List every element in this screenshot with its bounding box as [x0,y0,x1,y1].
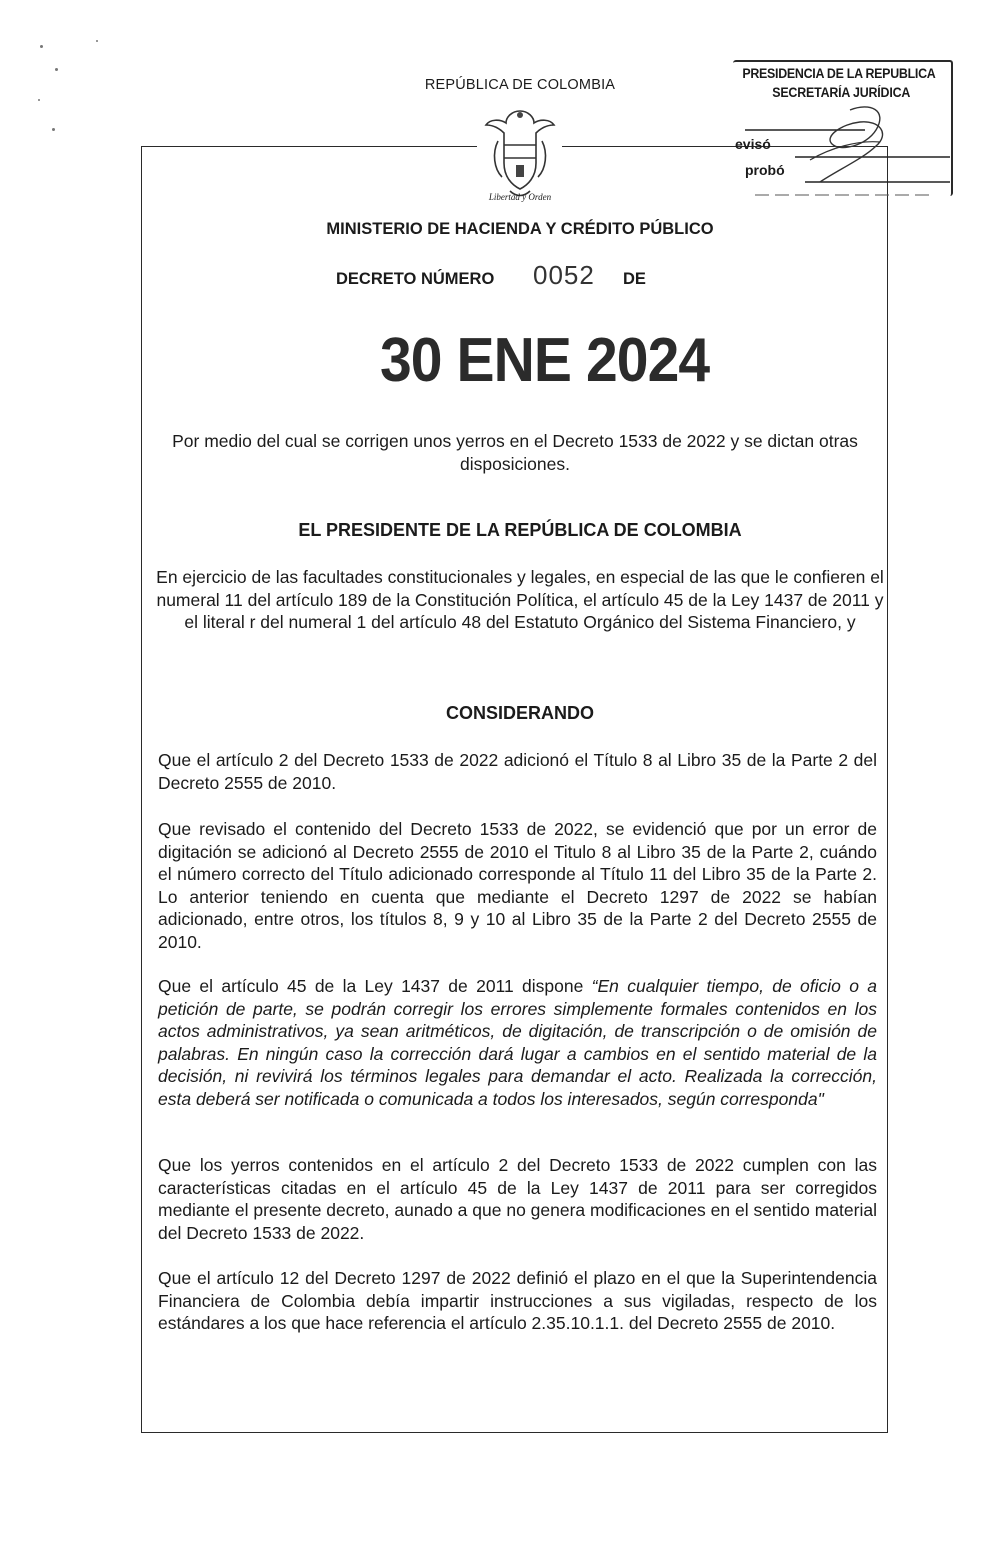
faculties-paragraph: En ejercicio de las facultades constitucionales y legales, en especial de las que le confieren el numeral 11 del artículo 189 de la Constitución Política, el artículo 45 de la Ley 1437 de 2011 y el literal r del numeral 1 del artículo 48 del Estatuto Orgánico del Sistema Financiero, y [156,567,884,633]
stamp-approved-label: probó [745,162,785,178]
authority-heading: EL PRESIDENTE DE LA REPÚBLICA DE COLOMBIA [298,520,742,540]
ministry-heading: MINISTERIO DE HACIENDA Y CRÉDITO PÚBLICO [326,220,714,238]
considering-paragraph-3 [158,975,877,1111]
scan-speck [55,68,58,71]
country-heading: REPÚBLICA DE COLOMBIA [424,77,616,93]
scan-speck [96,40,98,42]
stamp-line-2: SECRETARÍA JURÍDICA [772,85,911,100]
motto-text: Libertad y Orden [488,192,552,202]
stamp-line-1: PRESIDENCIA DE LA REPUBLICA [742,66,936,81]
considering-heading: CONSIDERANDO [445,703,594,723]
scan-speck [40,45,43,48]
decree-date-stamp: 30 ENE 2024 [380,326,710,395]
handwritten-signature-icon [780,100,900,190]
scan-speck [52,128,55,131]
considering-paragraph-2: Que revisado el contenido del Decreto 1533 de 2022, se evidenció que por un error de digitación se adicionó al Decreto 2555 de 2010 el Titulo 8 al Libro 35 de la Parte 2, cuándo el número correcto del Título adicionado corresponde al Título 11 del Libro 35 de la Parte 2. Lo anterior teniendo en cuenta que mediante el Decreto 1297 de 2022 se habían adicionado, entre otros, los títulos 8, 9 y 10 al Libro 35 de la Parte 2 del Decreto 2555 de 2010. [158,819,877,952]
decree-number: 0052 [533,260,595,290]
decree-de-label: DE [623,270,646,288]
decree-epigraph: Por medio del cual se corrigen unos yerros en el Decreto 1533 de 2022 y se dictan otras disposiciones. [172,431,858,474]
frame-top-line-left [141,146,477,147]
considering-paragraph-5: Que el artículo 12 del Decreto 1297 de 2022 definió el plazo en el que la Superintendencia Financiera de Colombia debía impartir instrucciones a sus vigiladas, respecto de los estándares a los que hace referencia el artículo 2.35.10.1.1. del Decreto 2555 de 2010. [158,1268,877,1334]
decree-number-label: DECRETO NÚMERO [336,270,495,288]
paragraph-3-quote: “En cualquier tiempo, de oficio o a petición de parte, se podrán corregir los errores simplemente formales contenidos en los actos administrativos, ya sean aritméticos, de digitación, de transcripción o de omisión de palabras. En ningún caso la corrección dará lugar a cambios en el sentido material de la decisión, ni revivirá los términos legales para demandar el acto. Realizada la corrección, esta deberá ser notificada o comunicada a todos los interesados, según corresponda" [158,976,877,1109]
scan-speck [38,99,40,101]
stamp-reviewed-label: evisó [735,136,771,152]
considering-paragraph-4: Que los yerros contenidos en el artículo 2 del Decreto 1533 de 2022 cumplen con las características citadas en el artículo 45 de la Ley 1437 de 2011 para ser corregidos mediante el presente decreto, aunado a que no genera modificaciones en el sentido material del Decreto 1533 de 2022. [158,1155,877,1243]
considering-paragraph-1: Que el artículo 2 del Decreto 1533 de 2022 adicionó el Título 8 al Libro 35 de la Parte 2 del Decreto 2555 de 2010. [158,750,877,793]
paragraph-3-intro: Que el artículo 45 de la Ley 1437 de 2011 dispone [158,976,584,996]
